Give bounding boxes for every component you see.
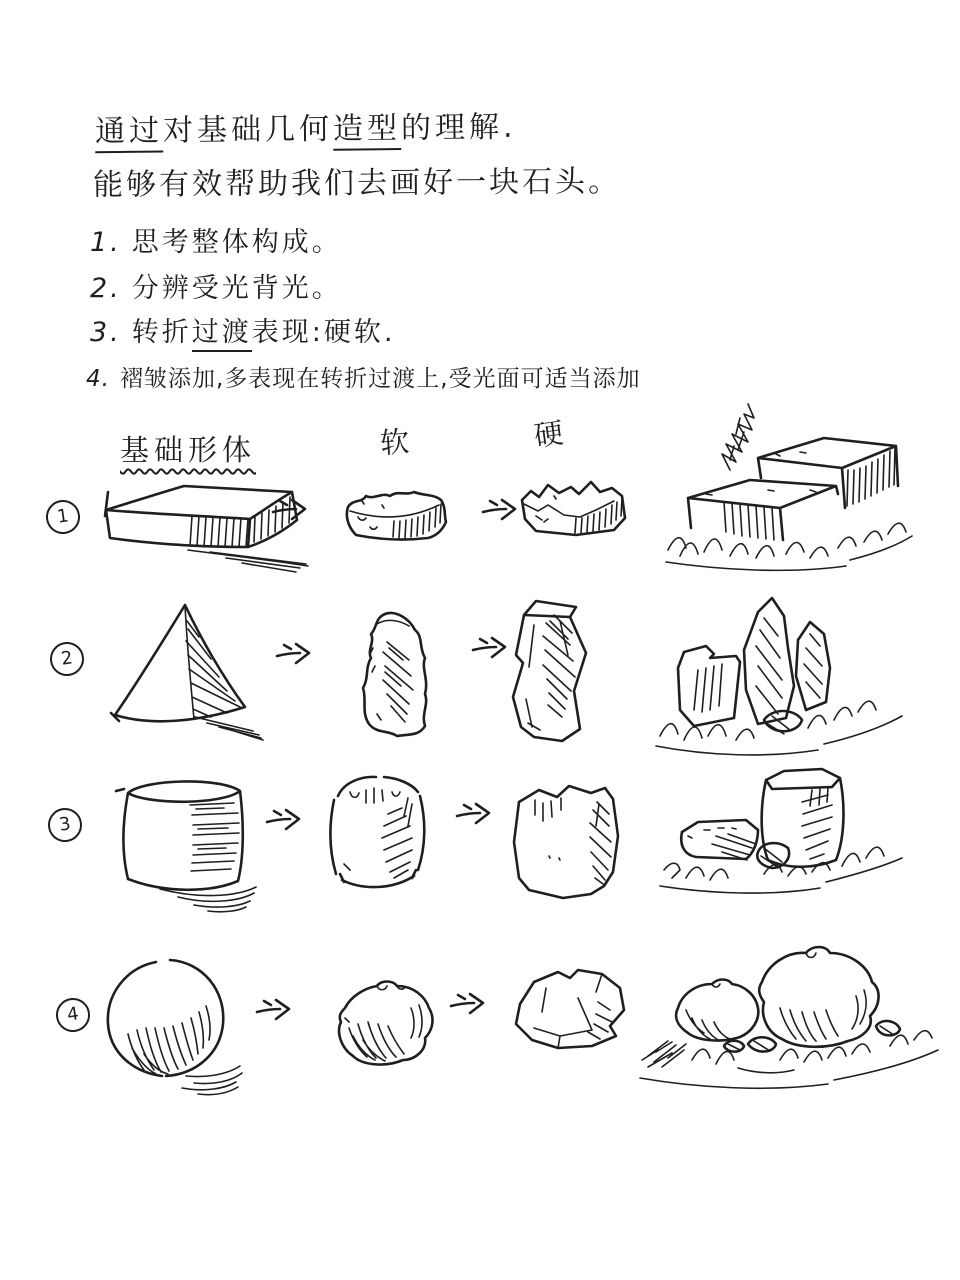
column-header-basic-form: 基础形体 — [120, 433, 257, 467]
soft-peak-rock-sketch — [345, 602, 443, 747]
tip-2 — [90, 266, 342, 305]
sketch-arrow-right — [272, 636, 318, 670]
tip-4-number: 4. — [86, 366, 110, 392]
tip-3-number: 3. — [90, 317, 122, 348]
sketch-arrow-right — [252, 992, 298, 1026]
row-4-circled-number: 4 — [54, 996, 92, 1034]
tip-3-text-a: 转折 — [131, 317, 192, 348]
row-2-circled-number: 2 — [48, 640, 86, 678]
hard-cylinder-rock-sketch — [505, 772, 621, 917]
tip-1 — [90, 220, 342, 259]
row-3-circled-number: 3 — [46, 806, 84, 844]
tip-1-number: 1. — [90, 227, 122, 258]
tip-2-number: 2. — [90, 273, 122, 304]
tip-4-text: 褶皱添加,多表现在转折过渡上,受光面可适当添加 — [119, 366, 641, 392]
intro-line-2: 能够有效帮助我们去画好一块石头。 — [92, 164, 622, 203]
intro-line1-mid: 对基础几何 — [162, 111, 334, 149]
tip-3-underlined: 过渡 — [192, 317, 252, 352]
pyramid-sketch — [95, 595, 263, 750]
hard-peak-rock-sketch — [498, 593, 606, 751]
sphere-sketch — [92, 952, 244, 1100]
tip-4 — [86, 360, 641, 393]
soft-slab-rock-sketch — [338, 477, 456, 543]
intro-underlined-tongguo: 通过 — [95, 113, 163, 153]
column-header-hard: 硬 — [532, 414, 571, 454]
cylinder-sketch — [98, 763, 258, 913]
slab-rocks-grass-scene — [660, 398, 918, 588]
intro-underlined-zaoxing: 造型 — [333, 111, 401, 151]
tip-3-text-b: 表现:硬软. — [251, 317, 396, 348]
tip-1-text: 思考整体构成。 — [131, 227, 342, 258]
row-1-circled-number: 1 — [44, 498, 82, 536]
sketch-arrow-right — [446, 986, 492, 1020]
sketch-arrow-right — [262, 802, 308, 836]
cylinder-rocks-grass-scene — [652, 762, 908, 907]
column-header-soft: 软 — [378, 423, 416, 461]
soft-cylinder-rock-sketch — [320, 768, 432, 906]
boulder-rocks-grass-scene — [628, 938, 944, 1108]
soft-boulder-rock-sketch — [315, 972, 441, 1086]
tip-3 — [90, 310, 395, 349]
intro-line1-tail: 的理解. — [400, 109, 517, 147]
intro-line-1 — [95, 102, 517, 150]
cuboid-sketch — [92, 468, 310, 586]
hard-boulder-rock-sketch — [498, 958, 636, 1064]
tip-2-text: 分辨受光背光。 — [131, 273, 342, 304]
sketch-arrow-right — [452, 796, 498, 830]
peak-rocks-grass-scene — [648, 588, 908, 768]
hard-slab-rock-sketch — [514, 470, 634, 542]
sketch-arrow-right — [268, 492, 314, 526]
